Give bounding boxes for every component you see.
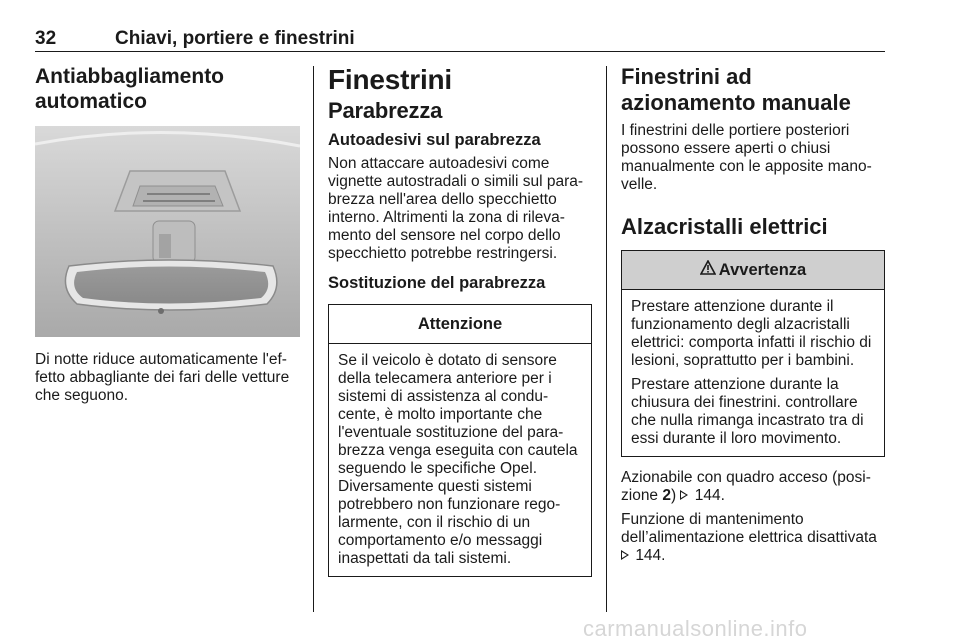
attention-box-heading: Attenzione: [329, 305, 591, 344]
column-1: [35, 64, 300, 405]
header-rule: [35, 51, 885, 52]
mirror-illustration: [35, 126, 300, 337]
page-header: [35, 28, 885, 52]
page-reference-icon: [680, 490, 688, 500]
warning-heading-label: Avvertenza: [718, 260, 807, 279]
warning-text-2: Prestare attenzione durante la chiusura dei finestrini. controllare che nulla rimanga incastrato tra di essi durante il loro movimento.: [631, 376, 864, 447]
warning-triangle-icon: [700, 260, 716, 280]
warning-box-heading: [622, 251, 884, 290]
warning-box: [621, 250, 885, 457]
warning-text-1: Prestare attenzione durante il funzionamento degli alzacristalli elettrici: comporta infatti il rischio di lesioni, soprattutto per i bambini.: [631, 298, 872, 369]
heading-alzacristalli: Alzacristalli elettrici: [621, 214, 828, 239]
rearview-mirror-photo: [35, 126, 300, 337]
heading-finestrini-manuali: Finestrini ad azionamento manuale: [621, 64, 851, 115]
column-divider-2: [606, 66, 607, 612]
heading-sostituzione: Sostituzione del parabrezza: [328, 274, 546, 292]
attention-box: [328, 304, 592, 577]
column-3: [621, 64, 885, 565]
section-heading-antiabbagliamento: Antiabbagliamento automatico: [35, 65, 225, 113]
alzacristalli-text: Azionabile con quadro acceso (posi-zione 2) 144.: [621, 469, 871, 504]
page-ref-144-2[interactable]: 144.: [635, 547, 666, 564]
finestrini-manuali-text: I finestrini delle portiere posteriori possono essere aperti o chiusi manualmente con le apposite mano-velle.: [621, 122, 872, 193]
autoadesivi-text: Non attaccare autoadesivi come vignette autostradali o simili sul para-brezza nell'area dello specchietto interno. Altrimenti la zona di rileva-mento del sensore nel corpo dello specchietto potrebbe restringersi.: [328, 155, 584, 262]
attention-box-text: Se il veicolo è dotato di sensore della telecamera anteriore per i sistemi di assistenza al condu-cente, è molto importante che l'eventuale sostituzione del para-brezza venga eseguita con cautela seguendo le specifiche Opel. Diversamente questi sistemi potrebbero non funzionare rego-larmente, con il rischio di un comportamento e/o messaggi inaspettati da tali sistemi.: [338, 352, 578, 567]
mantenimento-text: Funzione di mantenimento dell’alimentazione elettrica disattivata 144.: [621, 511, 877, 564]
mirror-caption: Di notte riduce automaticamente l'ef-fetto abbagliante dei fari delle vetture che seguono.: [35, 351, 290, 404]
heading-autoadesivi: Autoadesivi sul parabrezza: [328, 131, 541, 149]
subsection-title: Parabrezza: [328, 98, 443, 123]
column-divider-1: [313, 66, 314, 612]
page-reference-icon: [621, 550, 629, 560]
watermark: carmanualsonline.info: [583, 616, 808, 641]
page-ref-144[interactable]: 144.: [694, 487, 725, 504]
chapter-title: Chiavi, portiere e finestrini: [115, 28, 355, 49]
column-2: [328, 64, 592, 577]
page-number: 32: [35, 28, 57, 49]
page-section-title: Finestrini: [328, 64, 453, 95]
